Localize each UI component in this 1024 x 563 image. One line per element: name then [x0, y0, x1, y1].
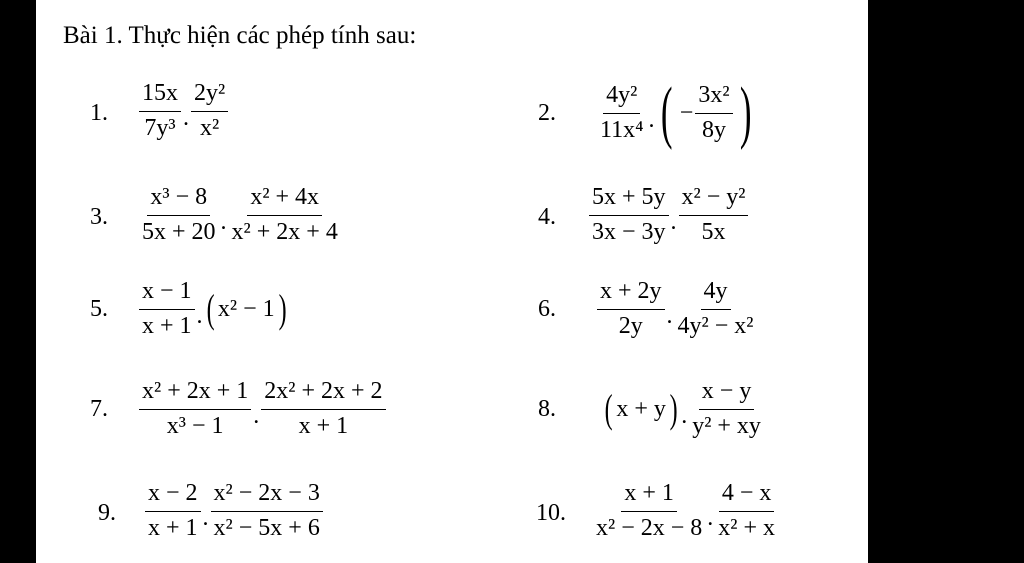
problem-4-expression: $\frac{5x + 5y}{3x - 3y}$ . $\frac{\text{x² − y²}}{5x}$: [588, 184, 749, 246]
problem-3-expression: $\frac{\text{x³ − 8}}{5x + 20}$ . $\frac{\text{x² + 4x}}{\text{x² + 2x + 4}}$: [138, 184, 342, 246]
right-parenthesis: ): [669, 386, 678, 432]
problem-5-number: 5.: [90, 296, 108, 322]
problem-6-number: 6.: [538, 296, 556, 322]
fraction: $\frac{x + 1}{\text{x² − 2x − 8}}$: [596, 480, 703, 541]
exercise-title: Bài 1. Thực hiện các phép tính sau:: [63, 22, 417, 49]
fraction: $\frac{\text{3x²}}{8y}$: [695, 82, 732, 144]
fraction: $\frac{x - 1}{x + 1}$: [139, 278, 195, 340]
problem-3-number: 3.: [90, 204, 108, 230]
fraction: $\frac{\text{4y²}}{\text{11x⁴}}$: [600, 81, 644, 143]
left-parenthesis: (: [661, 74, 673, 151]
problem-1-number: 1.: [90, 100, 108, 126]
problem-7-number: 7.: [90, 396, 108, 422]
problem-10-expression: $\frac{x + 1}{\text{x² − 2x − 8}}$ . $\frac{4 - x}{\text{x² + x}}$: [592, 480, 779, 542]
fraction: $\frac{x + 2y}{2y}$: [597, 278, 665, 340]
fraction: $\frac{\text{x² + 4x}}{\text{x² + 2x + 4}}$: [231, 184, 338, 245]
fraction: $\frac{\text{x² + 2x + 1}}{\text{x³ − 1}}$: [139, 378, 251, 440]
problem-2-number: 2.: [538, 100, 556, 126]
left-parenthesis: (: [206, 286, 215, 332]
fraction: $\frac{\text{x³ − 8}}{5x + 20}$: [142, 184, 216, 245]
fraction: $\frac{x - 2}{x + 1}$: [145, 480, 201, 542]
fraction: $\frac{\text{x² − y²}}{5x}$: [679, 184, 749, 246]
problem-4-number: 4.: [538, 204, 556, 230]
right-parenthesis: ): [278, 286, 287, 332]
fraction: $\frac{5x + 5y}{3x - 3y}$: [589, 184, 669, 246]
worksheet-page: [36, 0, 868, 563]
problem-9-expression: $\frac{x - 2}{x + 1}$ . $\frac{\text{x² − 2x − 3}}{\text{x² − 5x + 6}}$: [144, 480, 324, 542]
problem-9-number: 9.: [98, 500, 116, 526]
fraction: $\frac{\text{2x² + 2x + 2}}{x + 1}$: [261, 378, 385, 440]
problem-6-expression: $\frac{x + 2y}{2y}$ . $\frac{4y}{\text{4y² − x²}}$: [596, 278, 757, 340]
problem-5-expression: $\frac{x - 1}{x + 1}$ . ( x² − 1 ): [138, 278, 289, 340]
fraction: $\frac{x - y}{\text{y² + xy}}$: [692, 378, 761, 439]
problem-1-expression: $\frac{15x}{\text{7y³}}$ . $\frac{\text{2y²}}{\text{x²}}$: [138, 80, 229, 142]
problem-2-expression: $\frac{\text{4y²}}{\text{11x⁴}}$ . ( − $\frac{\text{3x²}}{8y}$ ): [596, 78, 757, 148]
problem-7-expression: $\frac{\text{x² + 2x + 1}}{\text{x³ − 1}}$ . $\frac{\text{2x² + 2x + 2}}{x + 1}$: [138, 378, 387, 440]
fraction: $\frac{15x}{\text{7y³}}$: [139, 80, 181, 142]
left-parenthesis: (: [604, 386, 613, 432]
problem-10-number: 10.: [536, 500, 566, 526]
fraction: $\frac{\text{2y²}}{\text{x²}}$: [191, 80, 228, 142]
right-parenthesis: ): [739, 74, 752, 151]
fraction: $\frac{4y}{\text{4y² − x²}}$: [677, 278, 754, 339]
problem-8-expression: ( x + y ) . $\frac{x - y}{\text{y² + xy}}$: [602, 378, 765, 440]
fraction: $\frac{\text{x² − 2x − 3}}{\text{x² − 5x + 6}}$: [211, 480, 323, 542]
fraction: $\frac{4 - x}{\text{x² + x}}$: [718, 480, 775, 541]
problem-8-number: 8.: [538, 396, 556, 422]
